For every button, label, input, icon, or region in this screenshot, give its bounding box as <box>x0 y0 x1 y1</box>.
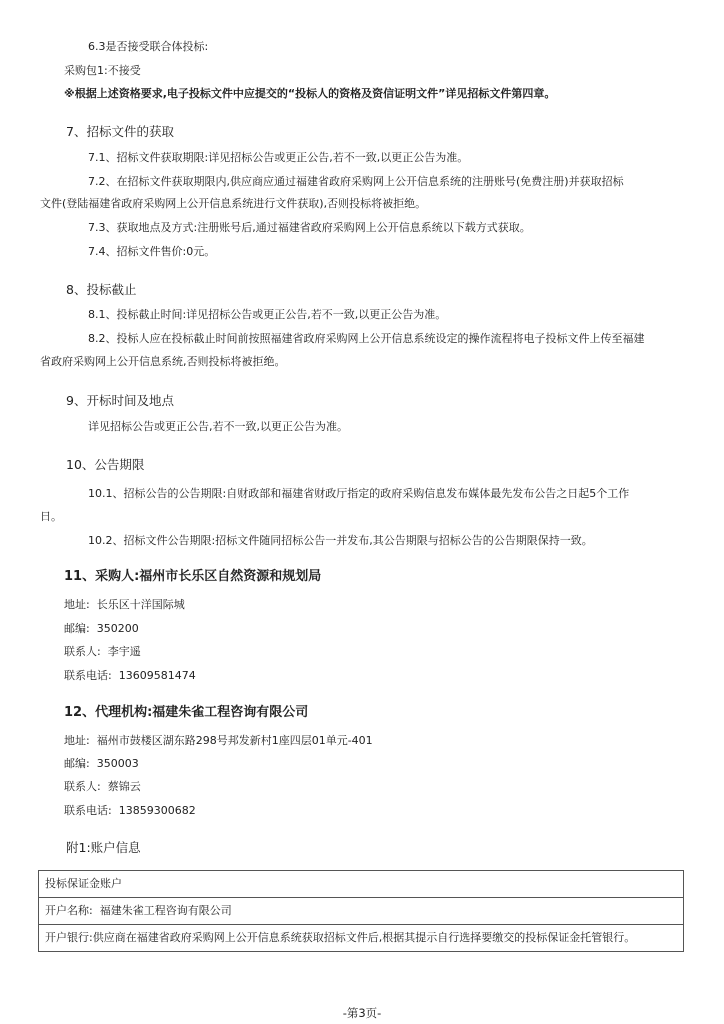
para-10-1-line1: 10.1、招标公告的公告期限:自财政部和福建省财政厅指定的政府采购信息发布媒体最先发布公告之日起5个工作 <box>88 487 630 500</box>
purchaser-phone-value: 13609581474 <box>118 669 196 682</box>
agency-address-value: 福州市鼓楼区湖东路298号邦发新村1座四层01单元-401 <box>96 734 373 747</box>
para-7-2-line1: 7.2、在招标文件获取期限内,供应商应通过福建省政府采购网上公开信息系统的注册账号(免费注册)并获取招标 <box>88 175 624 188</box>
agency-phone <box>64 804 196 818</box>
section-12-title: 12、代理机构:福建朱雀工程咨询有限公司 <box>64 705 309 720</box>
section-7-title: 7、招标文件的获取 <box>66 124 174 139</box>
para-10-2: 10.2、招标文件公告期限:招标文件随同招标公告一并发布,其公告期限与招标公告的公告期限保持一致。 <box>88 534 593 547</box>
opening-bank-cell: 开户银行:供应商在福建省政府采购网上公开信息系统获取招标文件后,根据其提示自行选择要缴交的投标保证金托管银行。 <box>39 925 684 952</box>
agency-contact <box>64 780 141 794</box>
para-7-1: 7.1、招标文件获取期限:详见招标公告或更正公告,若不一致,以更正公告为准。 <box>88 151 469 164</box>
para-7-3: 7.3、获取地点及方式:注册账号后,通过福建省政府采购网上公开信息系统以下载方式获取。 <box>88 221 531 234</box>
qualification-note: ※根据上述资格要求,电子投标文件中应提交的“投标人的资格及资信证明文件”详见招标文件第四章。 <box>64 87 556 100</box>
section-8-title: 8、投标截止 <box>66 282 137 297</box>
purchaser-zip-value: 350200 <box>96 622 139 635</box>
bid-deposit-account-cell: 投标保证金账户 <box>39 871 684 898</box>
agency-contact-label: 联系人: <box>64 780 101 793</box>
agency-phone-value: 13859300682 <box>118 804 196 817</box>
agency-zip-value: 350003 <box>96 757 139 770</box>
agency-phone-label: 联系电话: <box>64 804 112 817</box>
agency-zip <box>64 757 139 771</box>
account-name-value: 福建朱雀工程咨询有限公司 <box>99 904 232 917</box>
purchaser-phone <box>64 669 196 683</box>
para-8-2-line2: 省政府采购网上公开信息系统,否则投标将被拒绝。 <box>40 355 286 368</box>
para-10-1-line2: 日。 <box>40 510 62 523</box>
purchaser-zip-label: 邮编: <box>64 622 90 635</box>
purchaser-address <box>64 598 185 612</box>
purchaser-phone-label: 联系电话: <box>64 669 112 682</box>
para-7-4: 7.4、招标文件售价:0元。 <box>88 245 216 258</box>
agency-zip-label: 邮编: <box>64 757 90 770</box>
purchaser-contact <box>64 645 141 659</box>
para-7-2-line2: 文件(登陆福建省政府采购网上公开信息系统进行文件获取),否则投标将被拒绝。 <box>40 197 427 210</box>
purchaser-contact-value: 李宇遥 <box>107 645 141 658</box>
purchaser-contact-label: 联系人: <box>64 645 101 658</box>
table-row <box>39 925 684 952</box>
table-row <box>39 871 684 898</box>
page-number: -第3页- <box>342 1006 382 1020</box>
package-1-joint-bid: 采购包1:不接受 <box>64 64 141 77</box>
section-9-title: 9、开标时间及地点 <box>66 393 174 408</box>
agency-address-label: 地址: <box>64 734 90 747</box>
para-8-2-line1: 8.2、投标人应在投标截止时间前按照福建省政府采购网上公开信息系统设定的操作流程将电子投标文件上传至福建 <box>88 332 645 345</box>
table-row <box>39 898 684 925</box>
purchaser-address-value: 长乐区十洋国际城 <box>96 598 185 611</box>
agency-address <box>64 734 373 748</box>
purchaser-zip <box>64 622 139 636</box>
agency-contact-value: 蔡锦云 <box>107 780 141 793</box>
account-name-cell <box>39 898 684 925</box>
section-11-title: 11、采购人:福州市长乐区自然资源和规划局 <box>64 569 322 584</box>
purchaser-address-label: 地址: <box>64 598 90 611</box>
annex-title: 附1:账户信息 <box>66 840 141 855</box>
account-name-label: 开户名称: <box>45 904 93 917</box>
line-6-3: 6.3是否接受联合体投标: <box>88 40 209 53</box>
para-8-1: 8.1、投标截止时间:详见招标公告或更正公告,若不一致,以更正公告为准。 <box>88 308 447 321</box>
para-9-1: 详见招标公告或更正公告,若不一致,以更正公告为准。 <box>88 420 348 433</box>
account-info-table <box>38 870 684 952</box>
section-10-title: 10、公告期限 <box>66 457 145 472</box>
